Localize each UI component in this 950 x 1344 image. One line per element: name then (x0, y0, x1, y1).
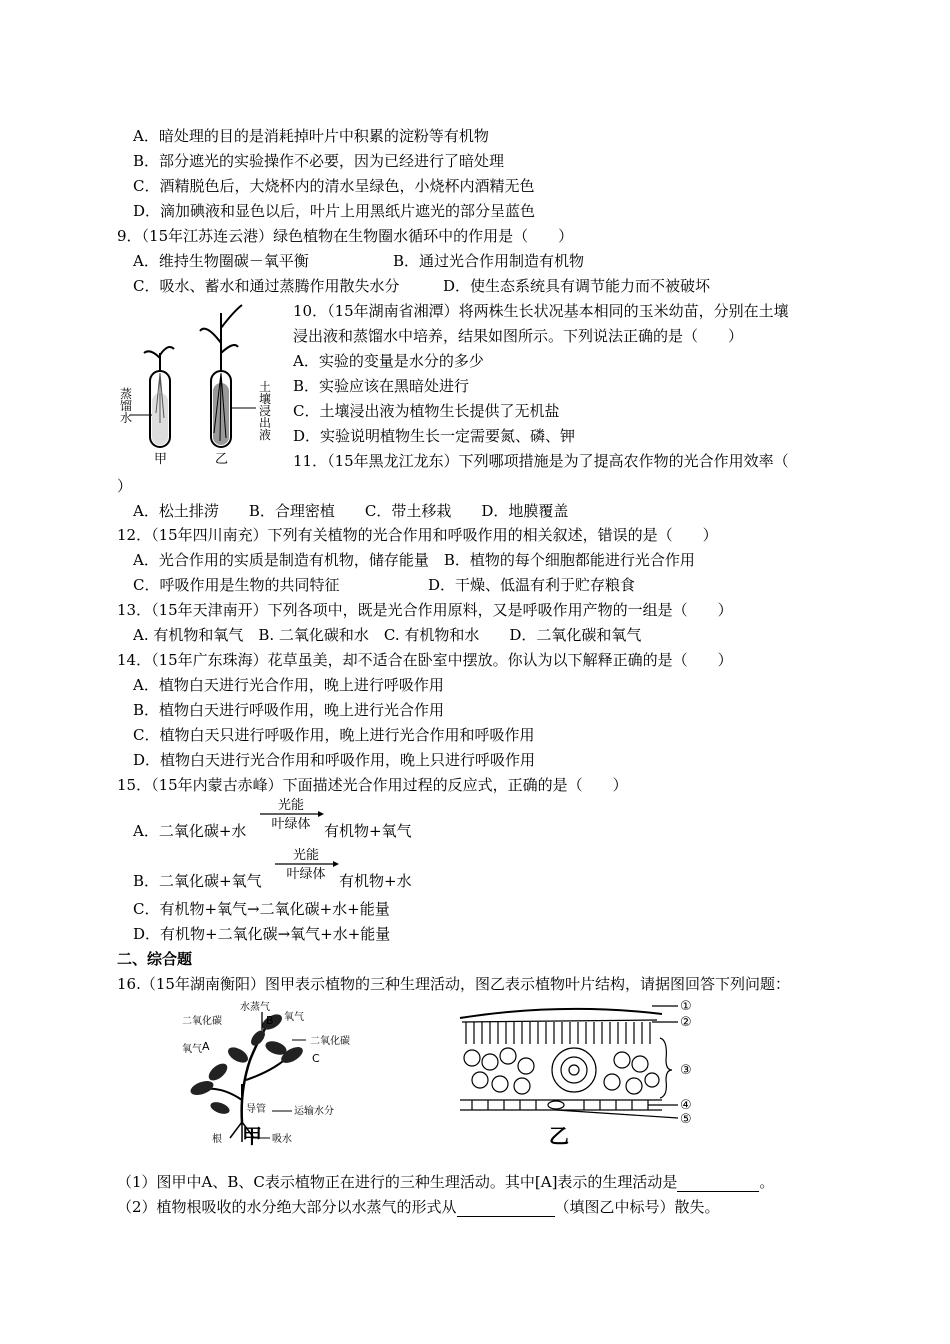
q9-option-d: D．使生态系统具有调节能力而不被破坏 (443, 277, 711, 295)
q11-options: A．松土排涝 B．合理密植 C．带土移栽 D．地膜覆盖 (133, 502, 569, 520)
q14-option-a: A．植物白天进行光合作用，晚上进行呼吸作用 (133, 676, 444, 694)
q15-option-d: D．有机物+二氧化碳→氧气+水+能量 (133, 925, 391, 943)
q8-option-c: C．酒精脱色后，大烧杯内的清水呈绿色，小烧杯内酒精无色 (133, 177, 535, 195)
q9-option-c: C．吸水、蓄水和通过蒸腾作用散失水分 (133, 277, 400, 295)
q15-arrow-a-bottom: 叶绿体 (271, 817, 311, 832)
q15-option-a-left: A．二氧化碳+水 (133, 822, 247, 840)
q16-jia-o2-left: 氧气 (182, 1044, 202, 1055)
q11-stem-line2: ） (117, 477, 133, 495)
q10-option-c: C．土壤浸出液为植物生长提供了无机盐 (293, 402, 560, 420)
q16-jia-co2-top: 二氧化碳 (182, 1016, 222, 1027)
q15-option-a-right: 有机物+氧气 (324, 822, 412, 840)
q16-jia-root: 根 (212, 1134, 222, 1145)
q15-arrow-a-top: 光能 (277, 798, 305, 813)
q12-option-c: C．呼吸作用是生物的共同特征 (133, 576, 340, 594)
q16-figure-yi-label: 乙 (549, 1124, 569, 1148)
q16-jia-c: C (312, 1052, 320, 1065)
q10-option-b: B．实验应该在黑暗处进行 (293, 377, 470, 395)
q15-option-c: C．有机物+氧气→二氧化碳+水+能量 (133, 900, 390, 918)
q10-stem-line2: 浸出液和蒸馏水中培养，结果如图所示。下列说法正确的是（ ） (293, 327, 744, 345)
q15-option-b-right: 有机物+水 (339, 872, 412, 890)
q10-label-distilled-water: 蒸馏水 (120, 387, 133, 425)
q9-stem: 9．（15年江苏连云港）绿色植物在生物圈水循环中的作用是（ ） (117, 227, 574, 245)
q14-option-c: C．植物白天只进行呼吸作用，晚上进行光合作用和呼吸作用 (133, 726, 535, 744)
q15-stem: 15．（15年内蒙古赤峰）下面描述光合作用过程的反应式，正确的是（ ） (117, 776, 628, 794)
q16-jia-absorb: 吸水 (272, 1134, 292, 1145)
q16-figure-yi (452, 1000, 712, 1130)
q16-yi-marker-5: ⑤ (680, 1112, 692, 1127)
q13-options: A. 有机物和氧气 B. 二氧化碳和水 C. 有机物和水 D．二氧化碳和氧气 (133, 626, 642, 644)
q15-reaction-arrow-b (273, 846, 339, 886)
section-2-title: 二、综合题 (117, 950, 193, 968)
q14-stem: 14．（15年广东珠海）花草虽美，却不适合在卧室中摆放。你认为以下解释正确的是（ ） (117, 651, 733, 669)
q8-option-a: A．暗处理的目的是消耗掉叶片中积累的淀粉等有机物 (133, 127, 489, 145)
q16-jia-a: A (202, 1040, 210, 1053)
q15-arrow-b-bottom: 叶绿体 (286, 867, 326, 882)
q10-option-a: A．实验的变量是水分的多少 (293, 352, 484, 370)
q10-tube-yi: 乙 (215, 452, 229, 467)
q12-option-ab: A．光合作用的实质是制造有机物，储存能量 B．植物的每个细胞都能进行光合作用 (133, 551, 695, 569)
q16-jia-b: B (266, 1014, 274, 1027)
q11-stem-line1: 11．（15年黑龙江龙东）下列哪项措施是为了提高农作物的光合作用效率（ (293, 452, 789, 470)
q10-stem-line1: 10．（15年湖南省湘潭）将两株生长状况基本相同的玉米幼苗，分别在土壤 (293, 302, 789, 320)
q8-option-b: B．部分遮光的实验操作不必要，因为已经进行了暗处理 (133, 152, 505, 170)
q16-yi-marker-4: ④ (680, 1098, 692, 1113)
q16-jia-transport: 运输水分 (294, 1106, 334, 1117)
q14-option-d: D．植物白天进行光合作用和呼吸作用，晚上只进行呼吸作用 (133, 751, 536, 769)
q9-option-b: B．通过光合作用制造有机物 (393, 252, 585, 270)
q16-sub2-text: （2）植物根吸收的水分绝大部分以水蒸气的形式从 (117, 1198, 457, 1216)
q16-sub1-text: （1）图甲中A、B、C表示植物正在进行的三种生理活动。其中[A]表示的生理活动是 (117, 1173, 678, 1191)
q16-yi-marker-2: ② (680, 1015, 692, 1030)
q10-option-d: D．实验说明植物生长一定需要氮、磷、钾 (293, 427, 576, 445)
q16-jia-o2-top: 氧气 (284, 1012, 304, 1023)
q16-sub2-end: （填图乙中标号）散失。 (554, 1198, 720, 1216)
q12-option-d: D．干燥、低温有利于贮存粮食 (428, 576, 636, 594)
q10-figure-seedlings (116, 303, 286, 468)
q9-option-a: A．维持生物圈碳－氧平衡 (133, 252, 309, 270)
q15-reaction-arrow-a (258, 796, 324, 836)
q16-figure-jia-label: 甲 (242, 1124, 262, 1148)
q16-sub1 (117, 1172, 774, 1192)
q16-jia-co2-right: 二氧化碳 (310, 1036, 350, 1047)
q10-label-soil-extract: 土壤浸出液 (259, 380, 272, 442)
q10-tube-jia: 甲 (154, 452, 168, 467)
q15-arrow-b-top: 光能 (292, 848, 320, 863)
q13-stem: 13．（15年天津南开）下列各项中，既是光合作用原料，又是呼吸作用产物的一组是（ ） (117, 601, 733, 619)
q16-jia-water-vapor: 水蒸气 (240, 1002, 270, 1013)
q16-yi-marker-3: ③ (680, 1063, 692, 1078)
q16-sub1-blank[interactable] (677, 1175, 759, 1192)
q16-yi-marker-1: ① (680, 1000, 692, 1014)
q16-stem: 16.（15年湖南衡阳）图甲表示植物的三种生理活动，图乙表示植物叶片结构，请据图回答下列问题： (117, 975, 790, 993)
q16-figure-jia (180, 1000, 390, 1150)
q16-sub2-blank[interactable] (457, 1200, 555, 1217)
q15-option-b-left: B．二氧化碳+氧气 (133, 872, 262, 890)
q16-sub2 (117, 1197, 720, 1217)
q12-stem: 12．（15年四川南充）下列有关植物的光合作用和呼吸作用的相关叙述，错误的是（ ） (117, 526, 718, 544)
q16-sub1-end: 。 (759, 1173, 775, 1191)
q8-option-d: D．滴加碘液和显色以后，叶片上用黑纸片遮光的部分呈蓝色 (133, 202, 536, 220)
q16-jia-vessel: 导管 (246, 1104, 266, 1115)
q14-option-b: B．植物白天进行呼吸作用，晚上进行光合作用 (133, 701, 445, 719)
